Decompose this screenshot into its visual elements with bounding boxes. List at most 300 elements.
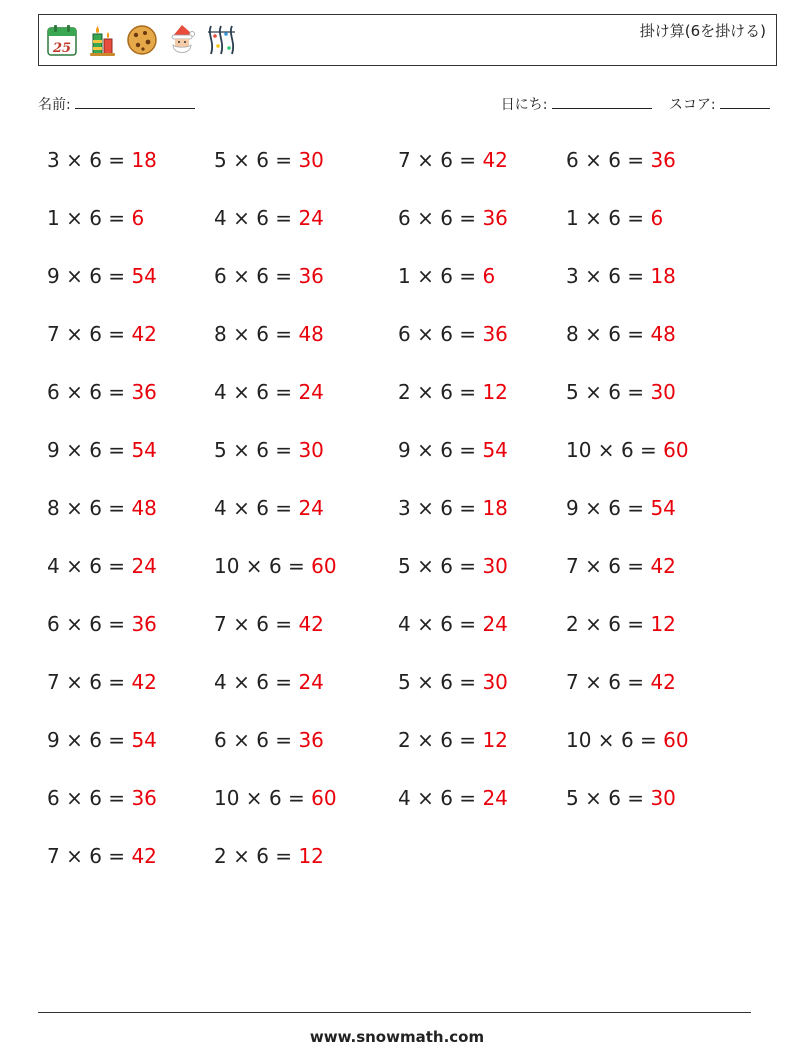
- problem-multiplier: 6: [440, 554, 453, 578]
- problem-answer: 36: [131, 612, 157, 636]
- equals-sign: =: [101, 438, 132, 462]
- problem-multiplier: 6: [89, 786, 102, 810]
- times-sign: ×: [59, 496, 90, 520]
- problem-answer: 54: [131, 728, 157, 752]
- times-sign: ×: [226, 206, 257, 230]
- equals-sign: =: [268, 206, 299, 230]
- equals-sign: =: [101, 728, 132, 752]
- problem-multiplier: 6: [440, 728, 453, 752]
- problem-answer: 18: [131, 148, 157, 172]
- times-sign: ×: [578, 322, 609, 346]
- times-sign: ×: [239, 554, 269, 578]
- problem-question: 10: [214, 554, 240, 578]
- equals-sign: =: [452, 380, 483, 404]
- problem-multiplier: 6: [440, 438, 453, 462]
- problem-item: [214, 844, 324, 868]
- problem-question: 10: [566, 438, 592, 462]
- equals-sign: =: [101, 148, 132, 172]
- problem-question: 5: [214, 148, 227, 172]
- problem-multiplier: 6: [256, 670, 269, 694]
- christmas-lights-icon: [205, 22, 239, 58]
- problem-answer: 54: [650, 496, 676, 520]
- equals-sign: =: [268, 380, 299, 404]
- problem-item: [214, 496, 324, 520]
- problem-answer: 36: [298, 728, 324, 752]
- problem-item: [47, 670, 157, 694]
- problem-answer: 42: [131, 670, 157, 694]
- equals-sign: =: [268, 844, 299, 868]
- problem-item: [566, 728, 689, 752]
- problem-multiplier: 6: [256, 322, 269, 346]
- problem-question: 4: [214, 206, 227, 230]
- problem-item: [214, 148, 324, 172]
- problem-multiplier: 6: [608, 264, 621, 288]
- problem-question: 7: [47, 670, 60, 694]
- problem-question: 7: [47, 844, 60, 868]
- problem-question: 9: [47, 438, 60, 462]
- score-blank: [720, 94, 770, 109]
- problem-answer: 30: [650, 786, 676, 810]
- problem-question: 2: [398, 728, 411, 752]
- times-sign: ×: [59, 322, 90, 346]
- problem-multiplier: 6: [256, 380, 269, 404]
- problem-answer: 18: [482, 496, 508, 520]
- svg-text:25: 25: [52, 41, 72, 56]
- calendar-25-icon: [45, 22, 79, 58]
- problem-question: 7: [398, 148, 411, 172]
- problem-multiplier: 6: [608, 670, 621, 694]
- problem-answer: 24: [298, 670, 324, 694]
- problem-answer: 36: [131, 380, 157, 404]
- problem-item: [47, 322, 157, 346]
- problem-multiplier: 6: [440, 264, 453, 288]
- problem-question: 7: [214, 612, 227, 636]
- problem-question: 4: [214, 380, 227, 404]
- problem-multiplier: 6: [608, 496, 621, 520]
- times-sign: ×: [59, 554, 90, 578]
- times-sign: ×: [59, 206, 90, 230]
- problem-multiplier: 6: [256, 612, 269, 636]
- problem-multiplier: 6: [89, 728, 102, 752]
- problem-item: [47, 206, 144, 230]
- problem-multiplier: 6: [256, 206, 269, 230]
- problem-item: [566, 438, 689, 462]
- problem-answer: 30: [298, 438, 324, 462]
- times-sign: ×: [59, 844, 90, 868]
- problem-question: 6: [398, 322, 411, 346]
- problem-question: 5: [214, 438, 227, 462]
- equals-sign: =: [620, 670, 651, 694]
- equals-sign: =: [620, 148, 651, 172]
- problem-item: [398, 786, 508, 810]
- times-sign: ×: [410, 206, 441, 230]
- times-sign: ×: [59, 148, 90, 172]
- equals-sign: =: [452, 496, 483, 520]
- problem-multiplier: 6: [89, 438, 102, 462]
- equals-sign: =: [620, 322, 651, 346]
- equals-sign: =: [452, 148, 483, 172]
- times-sign: ×: [226, 496, 257, 520]
- problem-answer: 12: [482, 728, 508, 752]
- problem-answer: 42: [482, 148, 508, 172]
- problem-item: [398, 322, 508, 346]
- problem-multiplier: 6: [440, 612, 453, 636]
- santa-icon: [165, 22, 199, 58]
- problem-multiplier: 6: [620, 728, 634, 752]
- problem-answer: 42: [131, 322, 157, 346]
- problem-answer: 30: [482, 554, 508, 578]
- equals-sign: =: [633, 728, 664, 752]
- times-sign: ×: [226, 148, 257, 172]
- problem-answer: 6: [131, 206, 145, 230]
- problem-multiplier: 6: [440, 148, 453, 172]
- problem-question: 2: [398, 380, 411, 404]
- equals-sign: =: [620, 496, 651, 520]
- problem-question: 10: [214, 786, 240, 810]
- problem-answer: 48: [131, 496, 157, 520]
- problem-answer: 24: [298, 496, 324, 520]
- equals-sign: =: [452, 554, 483, 578]
- equals-sign: =: [452, 786, 483, 810]
- times-sign: ×: [578, 612, 609, 636]
- problem-item: [47, 786, 157, 810]
- equals-sign: =: [101, 380, 132, 404]
- name-field: [38, 94, 195, 114]
- problem-multiplier: 6: [89, 554, 102, 578]
- times-sign: ×: [591, 728, 621, 752]
- problem-question: 4: [214, 496, 227, 520]
- problem-question: 6: [47, 612, 60, 636]
- times-sign: ×: [59, 380, 90, 404]
- problem-multiplier: 6: [440, 380, 453, 404]
- equals-sign: =: [268, 438, 299, 462]
- equals-sign: =: [268, 670, 299, 694]
- worksheet-title: 掛け算(6を掛ける): [639, 22, 766, 40]
- times-sign: ×: [578, 380, 609, 404]
- problem-item: [566, 786, 676, 810]
- problem-answer: 60: [311, 786, 337, 810]
- problem-item: [214, 322, 324, 346]
- equals-sign: =: [268, 612, 299, 636]
- problem-question: 6: [47, 786, 60, 810]
- equals-sign: =: [101, 844, 132, 868]
- problem-multiplier: 6: [608, 554, 621, 578]
- problem-item: [398, 496, 508, 520]
- problem-answer: 12: [650, 612, 676, 636]
- problem-question: 9: [47, 264, 60, 288]
- cookie-icon: [125, 22, 159, 58]
- equals-sign: =: [620, 786, 651, 810]
- problem-question: 8: [214, 322, 227, 346]
- problem-multiplier: 6: [608, 380, 621, 404]
- problem-item: [398, 380, 508, 404]
- problem-answer: 42: [298, 612, 324, 636]
- footer-url: www.snowmath.com: [309, 1028, 485, 1046]
- problem-answer: 24: [482, 612, 508, 636]
- problem-multiplier: 6: [440, 786, 453, 810]
- problem-answer: 36: [298, 264, 324, 288]
- problem-answer: 36: [131, 786, 157, 810]
- problem-answer: 42: [650, 670, 676, 694]
- problem-item: [566, 206, 663, 230]
- problem-question: 6: [214, 264, 227, 288]
- problem-answer: 42: [650, 554, 676, 578]
- problem-multiplier: 6: [608, 612, 621, 636]
- problem-item: [398, 670, 508, 694]
- problem-answer: 24: [298, 380, 324, 404]
- problem-item: [214, 612, 324, 636]
- problem-answer: 54: [131, 438, 157, 462]
- problem-item: [566, 322, 676, 346]
- problem-answer: 6: [482, 264, 496, 288]
- problem-multiplier: 6: [256, 728, 269, 752]
- problem-item: [214, 670, 324, 694]
- problem-question: 7: [566, 670, 579, 694]
- problem-answer: 12: [482, 380, 508, 404]
- date-score-fields: [501, 94, 770, 114]
- problem-multiplier: 6: [89, 148, 102, 172]
- problem-question: 9: [398, 438, 411, 462]
- problem-answer: 30: [298, 148, 324, 172]
- problem-item: [398, 728, 508, 752]
- problem-item: [47, 496, 157, 520]
- times-sign: ×: [410, 670, 441, 694]
- times-sign: ×: [591, 438, 621, 462]
- equals-sign: =: [281, 786, 312, 810]
- equals-sign: =: [101, 554, 132, 578]
- equals-sign: =: [101, 206, 132, 230]
- problem-question: 10: [566, 728, 592, 752]
- problem-question: 6: [214, 728, 227, 752]
- problem-question: 9: [47, 728, 60, 752]
- times-sign: ×: [410, 554, 441, 578]
- times-sign: ×: [578, 496, 609, 520]
- problem-item: [47, 554, 157, 578]
- problem-multiplier: 6: [256, 844, 269, 868]
- problem-item: [47, 728, 157, 752]
- problem-multiplier: 6: [608, 322, 621, 346]
- problem-item: [398, 148, 508, 172]
- problem-question: 3: [398, 496, 411, 520]
- problem-question: 5: [398, 670, 411, 694]
- problem-question: 5: [566, 380, 579, 404]
- equals-sign: =: [620, 612, 651, 636]
- times-sign: ×: [226, 670, 257, 694]
- problem-multiplier: 6: [440, 670, 453, 694]
- footer-divider: [38, 1012, 751, 1013]
- problem-answer: 60: [663, 728, 689, 752]
- problem-item: [566, 496, 676, 520]
- problem-answer: 6: [650, 206, 664, 230]
- times-sign: ×: [410, 148, 441, 172]
- problem-multiplier: 6: [268, 786, 282, 810]
- equals-sign: =: [101, 612, 132, 636]
- problem-answer: 36: [650, 148, 676, 172]
- problem-item: [566, 670, 676, 694]
- problem-multiplier: 6: [608, 786, 621, 810]
- times-sign: ×: [578, 206, 609, 230]
- times-sign: ×: [410, 438, 441, 462]
- problem-question: 6: [47, 380, 60, 404]
- problem-multiplier: 6: [89, 380, 102, 404]
- times-sign: ×: [226, 612, 257, 636]
- date-label: 日にち:: [500, 97, 548, 113]
- equals-sign: =: [452, 670, 483, 694]
- problem-multiplier: 6: [89, 206, 102, 230]
- problem-multiplier: 6: [89, 844, 102, 868]
- problem-item: [566, 148, 676, 172]
- equals-sign: =: [101, 322, 132, 346]
- times-sign: ×: [410, 264, 441, 288]
- equals-sign: =: [452, 438, 483, 462]
- problem-question: 5: [398, 554, 411, 578]
- problem-question: 6: [566, 148, 579, 172]
- problem-question: 8: [566, 322, 579, 346]
- name-label: 名前:: [38, 97, 71, 113]
- equals-sign: =: [452, 612, 483, 636]
- times-sign: ×: [226, 264, 257, 288]
- times-sign: ×: [410, 322, 441, 346]
- problem-answer: 42: [131, 844, 157, 868]
- equals-sign: =: [452, 322, 483, 346]
- problem-multiplier: 6: [608, 206, 621, 230]
- problem-multiplier: 6: [440, 206, 453, 230]
- problem-item: [398, 612, 508, 636]
- problem-multiplier: 6: [89, 670, 102, 694]
- problem-question: 1: [398, 264, 411, 288]
- times-sign: ×: [578, 786, 609, 810]
- problem-multiplier: 6: [89, 264, 102, 288]
- problem-item: [47, 148, 157, 172]
- times-sign: ×: [59, 612, 90, 636]
- problem-item: [398, 206, 508, 230]
- problem-item: [214, 206, 324, 230]
- problem-question: 3: [566, 264, 579, 288]
- problem-question: 3: [47, 148, 60, 172]
- problem-item: [566, 554, 676, 578]
- problem-question: 4: [398, 786, 411, 810]
- equals-sign: =: [620, 380, 651, 404]
- problem-item: [566, 380, 676, 404]
- problem-multiplier: 6: [440, 496, 453, 520]
- problem-item: [47, 438, 157, 462]
- equals-sign: =: [633, 438, 664, 462]
- problem-item: [566, 264, 676, 288]
- date-blank: [552, 94, 652, 109]
- header-box: [38, 14, 777, 66]
- problem-item: [47, 844, 157, 868]
- problem-question: 4: [214, 670, 227, 694]
- candles-icon: [85, 22, 119, 58]
- problem-multiplier: 6: [620, 438, 634, 462]
- times-sign: ×: [578, 148, 609, 172]
- problem-answer: 48: [650, 322, 676, 346]
- problem-answer: 54: [482, 438, 508, 462]
- problem-answer: 36: [482, 206, 508, 230]
- problem-question: 2: [214, 844, 227, 868]
- problem-multiplier: 6: [256, 264, 269, 288]
- equals-sign: =: [101, 786, 132, 810]
- name-blank: [75, 94, 195, 109]
- problem-question: 9: [566, 496, 579, 520]
- equals-sign: =: [268, 264, 299, 288]
- times-sign: ×: [59, 264, 90, 288]
- equals-sign: =: [620, 206, 651, 230]
- times-sign: ×: [410, 380, 441, 404]
- problem-answer: 30: [650, 380, 676, 404]
- times-sign: ×: [226, 728, 257, 752]
- problem-item: [47, 612, 157, 636]
- problem-answer: 30: [482, 670, 508, 694]
- problem-question: 4: [398, 612, 411, 636]
- problem-multiplier: 6: [256, 148, 269, 172]
- problem-multiplier: 6: [440, 322, 453, 346]
- equals-sign: =: [101, 670, 132, 694]
- problem-item: [214, 380, 324, 404]
- times-sign: ×: [239, 786, 269, 810]
- equals-sign: =: [452, 264, 483, 288]
- equals-sign: =: [620, 554, 651, 578]
- icon-strip: [45, 22, 239, 58]
- equals-sign: =: [268, 496, 299, 520]
- problem-item: [214, 786, 337, 810]
- problem-item: [566, 612, 676, 636]
- problem-question: 4: [47, 554, 60, 578]
- equals-sign: =: [101, 264, 132, 288]
- problem-question: 7: [47, 322, 60, 346]
- problem-answer: 24: [298, 206, 324, 230]
- equals-sign: =: [620, 264, 651, 288]
- times-sign: ×: [59, 438, 90, 462]
- problem-multiplier: 6: [89, 496, 102, 520]
- problem-question: 6: [398, 206, 411, 230]
- problem-multiplier: 6: [256, 438, 269, 462]
- equals-sign: =: [101, 496, 132, 520]
- problem-answer: 12: [298, 844, 324, 868]
- times-sign: ×: [226, 438, 257, 462]
- problem-question: 1: [566, 206, 579, 230]
- problem-answer: 24: [131, 554, 157, 578]
- problem-question: 5: [566, 786, 579, 810]
- problem-multiplier: 6: [89, 322, 102, 346]
- problem-item: [398, 264, 495, 288]
- problem-item: [214, 728, 324, 752]
- times-sign: ×: [578, 264, 609, 288]
- problem-multiplier: 6: [608, 148, 621, 172]
- times-sign: ×: [226, 844, 257, 868]
- times-sign: ×: [578, 670, 609, 694]
- problem-answer: 36: [482, 322, 508, 346]
- times-sign: ×: [226, 322, 257, 346]
- times-sign: ×: [578, 554, 609, 578]
- equals-sign: =: [268, 148, 299, 172]
- problem-item: [214, 264, 324, 288]
- problem-answer: 24: [482, 786, 508, 810]
- problem-answer: 48: [298, 322, 324, 346]
- equals-sign: =: [268, 728, 299, 752]
- times-sign: ×: [410, 728, 441, 752]
- problem-item: [214, 438, 324, 462]
- times-sign: ×: [59, 728, 90, 752]
- problem-question: 2: [566, 612, 579, 636]
- equals-sign: =: [452, 728, 483, 752]
- problem-question: 8: [47, 496, 60, 520]
- problem-item: [47, 380, 157, 404]
- times-sign: ×: [410, 786, 441, 810]
- problem-multiplier: 6: [268, 554, 282, 578]
- problem-question: 1: [47, 206, 60, 230]
- problem-item: [214, 554, 337, 578]
